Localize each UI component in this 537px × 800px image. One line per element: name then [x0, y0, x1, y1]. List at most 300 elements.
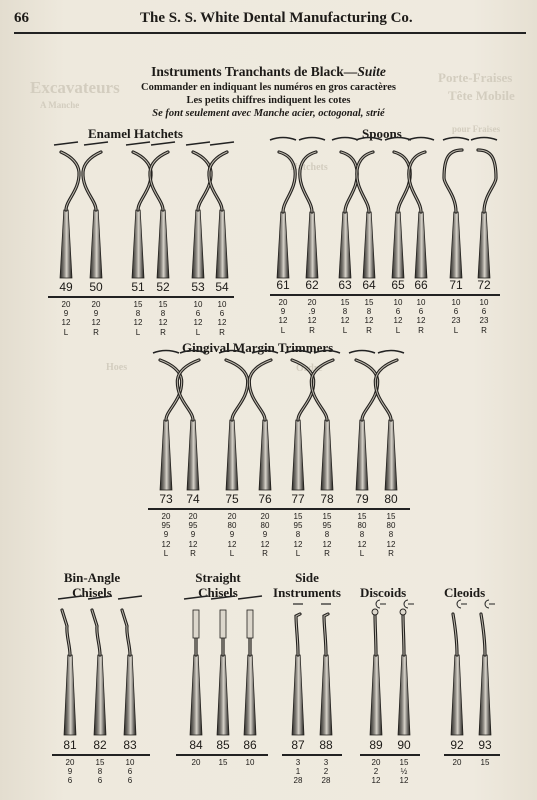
instrument-bin_angle: [62, 610, 76, 735]
instrument-spec: [182, 512, 204, 558]
spec-value: L: [135, 327, 141, 337]
instrument-spec: [211, 300, 233, 337]
spec-value: 12: [307, 316, 317, 326]
instrument-handle: [160, 420, 172, 490]
spec-value: 12: [158, 318, 168, 328]
blade-top-view: [54, 142, 78, 145]
instrument-gingival: [249, 360, 271, 490]
instrument-cleoids: [451, 614, 463, 735]
spec-value: 12: [260, 539, 270, 549]
spec-value: 15: [364, 298, 374, 307]
spec-value: 12: [278, 316, 288, 326]
instrument-spec: [89, 758, 111, 786]
instrument-handle: [60, 210, 72, 278]
spec-value: 12: [340, 316, 350, 326]
spec-value: 8: [324, 530, 330, 540]
instrument-shank: [375, 360, 397, 420]
instrument-number: 74: [186, 492, 200, 506]
spec-value: 20: [191, 758, 201, 767]
instrument-shank: [249, 360, 271, 420]
instrument-enamel: [150, 152, 169, 278]
spec-value: 15: [386, 512, 396, 521]
spec-value: 20: [278, 298, 288, 307]
spec-value: R: [309, 325, 315, 335]
spec-value: 20: [188, 512, 198, 521]
instrument-shank: [409, 152, 425, 212]
spec-value: 15: [322, 512, 332, 521]
instrument-number: 54: [215, 280, 229, 294]
instrument-shank: [394, 152, 410, 212]
instrument-spec: [287, 758, 309, 786]
instrument-number: 90: [397, 738, 411, 752]
instrument-cleoids: [479, 614, 491, 735]
spec-value: 8: [160, 309, 166, 319]
instrument-handle: [132, 210, 144, 278]
instrument-number: 80: [384, 492, 398, 506]
group-rule: [444, 754, 500, 756]
spec-value: 3: [295, 758, 301, 767]
ghost-text: Porte-Fraises: [438, 70, 513, 85]
instrument-handle: [392, 212, 404, 278]
blade-top-view: [408, 138, 434, 141]
instrument-handle: [363, 212, 375, 278]
spec-value: 12: [293, 539, 303, 549]
spec-value: 3: [323, 758, 329, 767]
group-rule: [52, 754, 150, 756]
spec-value: R: [366, 325, 372, 335]
instrument-number: 64: [362, 278, 376, 292]
instrument-spec: [287, 512, 309, 558]
spec-value: 20: [161, 512, 171, 521]
instrument-handle: [415, 212, 427, 278]
spec-value: 10: [479, 298, 489, 307]
title-suffix: Suite: [357, 64, 386, 79]
instrument-discoids: [370, 609, 382, 735]
instrument-number: 52: [156, 280, 170, 294]
instrument-bin_angle: [122, 610, 136, 735]
instrument-spec: [254, 512, 276, 558]
instrument-spec: [393, 758, 415, 786]
instrument-handle: [478, 212, 490, 278]
ghost-text: Excavateurs: [30, 78, 120, 97]
instrument-spec: [55, 300, 77, 337]
instrument-spec: [212, 758, 234, 767]
heading-spoons: Spoons: [362, 126, 402, 141]
instrument-shank: [300, 152, 316, 212]
spec-value: 80: [260, 521, 270, 531]
instrument-number: 81: [63, 738, 77, 752]
spec-value: 12: [386, 539, 396, 549]
instrument-spec: [239, 758, 261, 767]
ghost-text: Hatchets: [290, 162, 328, 173]
instrument-handle: [157, 210, 169, 278]
spec-value: 8: [366, 307, 372, 317]
instrument-shank: [356, 360, 378, 420]
blade-top-view: [186, 142, 210, 145]
blade-top-view: [126, 142, 150, 145]
spec-value: 12: [61, 318, 71, 328]
instrument-spec: [127, 300, 149, 337]
instrument-spoons: [357, 152, 375, 278]
instrument-side: [292, 614, 304, 735]
instrument-spec: [351, 512, 373, 558]
instrument-spec: [185, 758, 207, 767]
spec-value: 80: [357, 521, 367, 531]
group-rule: [176, 754, 268, 756]
spec-value: 10: [451, 298, 461, 307]
instrument-shank: [62, 610, 70, 655]
spec-value: 20: [61, 300, 71, 309]
spec-value: R: [481, 325, 487, 335]
instrument-spec: [315, 758, 337, 786]
instrument-number: 86: [243, 738, 257, 752]
spec-value: 12: [188, 539, 198, 549]
instrument-spec: [446, 758, 468, 767]
subtitle-line-3: Se font seulement avec Manche acier, octogonal, strié: [152, 108, 385, 119]
spec-value: 6: [481, 307, 487, 317]
spec-value: 15: [293, 512, 303, 521]
spec-value: 6: [453, 307, 459, 317]
instrument-spec: [272, 298, 294, 335]
instrument-handle: [292, 420, 304, 490]
instrument-spec: [155, 512, 177, 558]
instrument-gingival: [226, 360, 248, 490]
spec-value: L: [342, 325, 348, 335]
spec-value: 12: [227, 539, 237, 549]
spec-value: 6: [97, 776, 103, 786]
ghost-text: A Manche: [40, 100, 80, 110]
blade-top-view: [443, 138, 469, 141]
spec-value: 2: [323, 767, 329, 777]
instrument-spoons: [478, 150, 496, 278]
instrument-spec: [445, 298, 467, 335]
heading-line: Chisels: [72, 585, 112, 600]
instrument-number: 65: [391, 278, 405, 292]
instrument-shank: [226, 360, 248, 420]
blade-top-view: [356, 138, 382, 141]
group-rule: [148, 508, 410, 510]
ghost-text: pour Fraises: [452, 124, 501, 134]
instrument-handle: [292, 655, 304, 735]
instrument-enamel: [83, 152, 102, 278]
instrument-spoons: [300, 152, 318, 278]
spec-value: 10: [416, 298, 426, 307]
blade-top-view: [270, 138, 296, 141]
blade-top-view: [210, 142, 234, 145]
spec-value: 15: [399, 758, 409, 767]
instrument-handle: [385, 420, 397, 490]
spec-value: L: [395, 325, 401, 335]
instrument-straight: [217, 610, 229, 735]
spec-value: 12: [161, 539, 171, 549]
instrument-spec: [59, 758, 81, 786]
spec-value: 6: [219, 309, 225, 319]
instrument-spec: [316, 512, 338, 558]
spec-value: 6: [67, 776, 73, 786]
spec-value: 8: [359, 530, 365, 540]
instrument-number: 78: [320, 492, 334, 506]
blade-top-view: [404, 600, 408, 608]
spec-value: ½: [400, 767, 408, 777]
spec-value: 10: [125, 758, 135, 767]
spec-value: 28: [293, 776, 303, 786]
spec-value: 15: [357, 512, 367, 521]
blade-top-view: [118, 596, 142, 599]
spec-value: 9: [63, 309, 69, 319]
instrument-handle: [94, 655, 106, 735]
instrument-spec: [187, 300, 209, 337]
spec-value: 12: [193, 318, 203, 328]
instrument-spec: [119, 758, 141, 786]
spec-value: R: [324, 548, 330, 558]
instrument-number: 83: [123, 738, 137, 752]
instrument-spec: [365, 758, 387, 786]
spec-value: 6: [195, 309, 201, 319]
instrument-straight: [244, 610, 256, 735]
spec-value: R: [388, 548, 394, 558]
blade-top-view: [378, 351, 404, 354]
spec-value: 95: [293, 521, 303, 531]
spec-value: 28: [321, 776, 331, 786]
group-rule: [270, 294, 500, 296]
spec-value: 8: [135, 309, 141, 319]
spec-value: 12: [416, 316, 426, 326]
spec-value: 8: [295, 530, 301, 540]
spec-value: 6: [418, 307, 424, 317]
spec-value: 20: [307, 298, 317, 307]
blade-top-view: [457, 600, 461, 608]
spec-value: L: [195, 327, 201, 337]
blade-top-view: [332, 138, 358, 141]
instrument-number: 71: [449, 278, 463, 292]
chisel-blade: [220, 610, 226, 638]
instrument-number: 50: [89, 280, 103, 294]
spec-value: 15: [480, 758, 490, 767]
instrument-spec: [380, 512, 402, 558]
spec-value: 12: [371, 776, 381, 786]
disc-blade: [400, 609, 406, 615]
ghost-text: Ordre: [296, 363, 323, 374]
spec-value: 20: [227, 512, 237, 521]
spec-value: 9: [163, 530, 169, 540]
instrument-handle: [321, 420, 333, 490]
instrument-number: 89: [369, 738, 383, 752]
instrument-number: 73: [159, 492, 173, 506]
disc-blade: [372, 609, 378, 615]
instrument-spoons: [277, 152, 295, 278]
instrument-number: 76: [258, 492, 272, 506]
spec-value: 23: [479, 316, 489, 326]
instrument-number: 51: [131, 280, 145, 294]
instrument-straight: [190, 610, 202, 735]
blade-top-view: [385, 138, 411, 141]
spec-value: 6: [395, 307, 401, 317]
blade-top-view: [211, 596, 235, 599]
spec-value: 9: [93, 309, 99, 319]
instrument-shank: [122, 610, 130, 655]
heading-line: Side: [295, 570, 319, 585]
spec-value: L: [63, 327, 69, 337]
instrument-number: 49: [59, 280, 73, 294]
spec-value: 10: [245, 758, 255, 767]
instrument-number: 93: [478, 738, 492, 752]
spec-value: 6: [127, 767, 133, 777]
instrument-shank: [83, 152, 101, 210]
subtitle-line-1: Commander en indiquant les numéros en gros caractères: [140, 82, 396, 93]
instrument-spec: [474, 758, 496, 767]
spec-value: L: [359, 548, 365, 558]
blade-top-view: [184, 596, 208, 599]
spec-value: 8: [97, 767, 103, 777]
spec-value: 10: [193, 300, 203, 309]
spec-value: 20: [91, 300, 101, 309]
blade-top-view: [376, 600, 380, 608]
instrument-number: 79: [355, 492, 369, 506]
spec-value: R: [262, 548, 268, 558]
title-text: Instruments Tranchants de Black—: [151, 64, 358, 79]
instrument-handle: [479, 655, 491, 735]
instrument-number: 85: [216, 738, 230, 752]
blade-top-view: [219, 351, 245, 354]
heading-enamel-hatchets: Enamel Hatchets: [88, 126, 183, 141]
ghost-text: Hoes: [106, 362, 128, 373]
instrument-spec: [358, 298, 380, 335]
spec-value: 12: [322, 539, 332, 549]
instrument-shank: [357, 152, 373, 212]
chisel-blade: [193, 610, 199, 638]
spec-value: 12: [91, 318, 101, 328]
spec-value: .9: [308, 307, 316, 317]
spec-value: 12: [217, 318, 227, 328]
instrument-number: 62: [305, 278, 319, 292]
instrument-enamel: [132, 152, 151, 278]
spec-value: 9: [229, 530, 235, 540]
spec-value: L: [163, 548, 169, 558]
spec-value: 9: [262, 530, 268, 540]
instrument-shank: [150, 152, 168, 210]
instrument-handle: [370, 655, 382, 735]
instrument-number: 61: [276, 278, 290, 292]
spec-value: 9: [190, 530, 196, 540]
spec-value: 12: [133, 318, 143, 328]
spec-value: 2: [373, 767, 379, 777]
spec-value: 6: [127, 776, 133, 786]
heading-discoids: Discoids: [360, 585, 407, 600]
instrument-spec: [85, 300, 107, 337]
instrument-handle: [356, 420, 368, 490]
instrument-handle: [190, 655, 202, 735]
instrument-number: 72: [477, 278, 491, 292]
spec-value: 15: [158, 300, 168, 309]
instrument-number: 88: [319, 738, 333, 752]
company-header: The S. S. White Dental Manufacturing Co.: [140, 10, 413, 26]
blade-top-view: [252, 351, 278, 354]
instrument-handle: [320, 655, 332, 735]
spec-value: 8: [342, 307, 348, 317]
instrument-handle: [217, 655, 229, 735]
blade-top-view: [238, 596, 262, 599]
instrument-handle: [450, 212, 462, 278]
instrument-number: 92: [450, 738, 464, 752]
blade-top-view: [84, 142, 108, 145]
instrument-number: 53: [191, 280, 205, 294]
instrument-number: 63: [338, 278, 352, 292]
instrument-handle: [398, 655, 410, 735]
spec-value: 95: [188, 521, 198, 531]
spec-value: R: [190, 548, 196, 558]
spec-value: 80: [227, 521, 237, 531]
instrument-spec: [221, 512, 243, 558]
instrument-number: 84: [189, 738, 203, 752]
instrument-number: 82: [93, 738, 107, 752]
group-rule: [48, 296, 234, 298]
spec-value: 10: [393, 298, 403, 307]
spec-value: 10: [217, 300, 227, 309]
spec-value: 9: [67, 767, 73, 777]
instrument-spoons: [444, 150, 462, 278]
blade-top-view: [314, 351, 340, 354]
instrument-bin_angle: [92, 610, 106, 735]
group-rule: [282, 754, 342, 756]
instrument-shank: [133, 152, 151, 210]
instrument-handle: [306, 212, 318, 278]
blade-top-view: [485, 600, 489, 608]
blade-top-view: [58, 596, 82, 599]
instrument-shank: [292, 360, 314, 420]
instrument-handle: [90, 210, 102, 278]
instrument-number: 87: [291, 738, 305, 752]
spec-value: 8: [388, 530, 394, 540]
instrument-handle: [259, 420, 271, 490]
instrument-handle: [244, 655, 256, 735]
heading-cleoids: Cleoids: [444, 585, 486, 600]
heading-line: Chisels: [198, 585, 238, 600]
subtitle-line-2: Les petits chiffres indiquent les cotes: [186, 95, 351, 106]
blade-top-view: [285, 351, 311, 354]
instrument-handle: [277, 212, 289, 278]
instrument-enamel: [60, 152, 79, 278]
spec-value: 12: [393, 316, 403, 326]
instrument-shank: [341, 152, 357, 212]
spec-value: 15: [218, 758, 228, 767]
heading-line: Straight: [195, 570, 241, 585]
spec-value: R: [219, 327, 225, 337]
blade-top-view: [153, 351, 179, 354]
instrument-spec: [152, 300, 174, 337]
blade-top-view: [88, 596, 112, 599]
blade-top-view: [151, 142, 175, 145]
page-number: 66: [14, 10, 29, 26]
blade-top-view: [349, 351, 375, 354]
ghost-text: Tête Mobile: [448, 88, 515, 103]
spec-value: R: [93, 327, 99, 337]
spec-value: 12: [399, 776, 409, 786]
instrument-number: 77: [291, 492, 305, 506]
spec-value: L: [453, 325, 459, 335]
group-rule: [360, 754, 420, 756]
heading-gingival-margin-trimmers: Gingival Margin Trimmers: [182, 340, 334, 355]
instrument-handle: [339, 212, 351, 278]
instrument-number: 66: [414, 278, 428, 292]
heading-line: Instruments: [273, 585, 341, 600]
spec-value: R: [418, 325, 424, 335]
spec-value: 15: [133, 300, 143, 309]
spec-value: 20: [371, 758, 381, 767]
spec-value: 20: [452, 758, 462, 767]
spec-value: 20: [260, 512, 270, 521]
instrument-handle: [187, 420, 199, 490]
instrument-shank: [311, 360, 333, 420]
